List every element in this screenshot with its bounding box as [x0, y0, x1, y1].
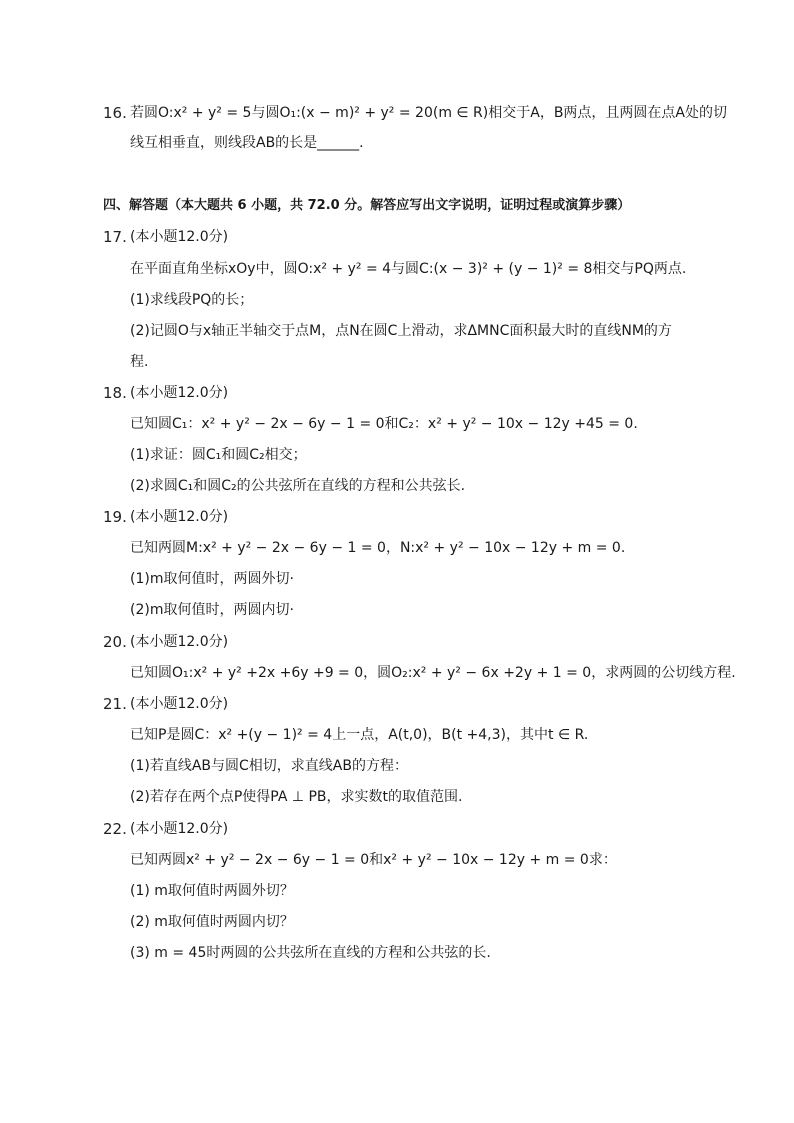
question-21-score: (本小题12.0分): [130, 696, 229, 712]
question-20-number: 20.: [103, 633, 127, 651]
question-19-score: (本小题12.0分): [130, 509, 229, 525]
question-19-stem: 已知两圆M:x² + y² − 2x − 6y − 1 = 0，N:x² + y² − 10x − 12y + m = 0.: [130, 540, 626, 556]
question-18-score: (本小题12.0分): [130, 385, 229, 401]
question-22-stem: 已知两圆x² + y² − 2x − 6y − 1 = 0和x² + y² − 10x − 12y + m = 0求：: [130, 852, 617, 868]
question-17-part-2-line-1: (2)记圆O与x轴正半轴交于点M，点N在圆C上滑动，求ΔMNC面积最大时的直线NM的方: [130, 323, 672, 339]
question-19-part-1: (1)m取何值时，两圆外切·: [130, 571, 294, 587]
section-4-title: 四、解答题（本大题共 6 小题，共 72.0 分。解答应写出文字说明，证明过程或演算步骤）: [103, 198, 631, 213]
question-21-part-2: (2)若存在两个点P使得PA ⊥ PB，求实数t的取值范围.: [130, 789, 463, 805]
question-22-number: 22.: [103, 820, 127, 838]
question-19-part-2: (2)m取何值时，两圆内切·: [130, 602, 294, 618]
question-16-line-2: 线互相垂直，则线段AB的长是______.: [130, 135, 364, 151]
question-17-number: 17.: [103, 228, 127, 246]
question-16-line-1: 若圆O:x² + y² = 5与圆O₁:(x − m)² + y² = 20(m ∈ R)相交于A，B两点，且两圆在点A处的切: [130, 105, 728, 121]
question-16-number: 16.: [103, 104, 127, 122]
question-22-part-3: (3) m = 45时两圆的公共弦所在直线的方程和公共弦的长.: [130, 945, 491, 961]
question-17-part-2-line-2: 程.: [130, 354, 149, 370]
question-19-number: 19.: [103, 508, 127, 526]
question-17-score: (本小题12.0分): [130, 229, 229, 245]
question-18-number: 18.: [103, 384, 127, 402]
question-22-part-2: (2) m取何值时两圆内切？: [130, 914, 294, 930]
question-17-part-1: (1)求线段PQ的长；: [130, 292, 254, 308]
question-20-stem: 已知圆O₁:x² + y² +2x +6y +9 = 0，圆O₂:x² + y² − 6x +2y + 1 = 0，求两圆的公切线方程.: [130, 665, 736, 681]
question-20-score: (本小题12.0分): [130, 634, 229, 650]
question-21-number: 21.: [103, 695, 127, 713]
question-22-part-1: (1) m取何值时两圆外切？: [130, 883, 294, 899]
question-22-score: (本小题12.0分): [130, 821, 229, 837]
question-18-part-1: (1)求证：圆C₁和圆C₂相交；: [130, 447, 307, 463]
question-17-stem: 在平面直角坐标xOy中，圆O:x² + y² = 4与圆C:(x − 3)² + (y − 1)² = 8相交与PQ两点.: [130, 261, 687, 277]
question-18-part-2: (2)求圆C₁和圆C₂的公共弦所在直线的方程和公共弦长.: [130, 478, 466, 494]
question-21-part-1: (1)若直线AB与圆C相切，求直线AB的方程：: [130, 758, 408, 774]
question-18-stem: 已知圆C₁：x² + y² − 2x − 6y − 1 = 0和C₂：x² + y² − 10x − 12y +45 = 0.: [130, 416, 638, 432]
question-21-stem: 已知P是圆C：x² +(y − 1)² = 4上一点，A(t,0)，B(t +4,3)，其中t ∈ R.: [130, 727, 589, 743]
